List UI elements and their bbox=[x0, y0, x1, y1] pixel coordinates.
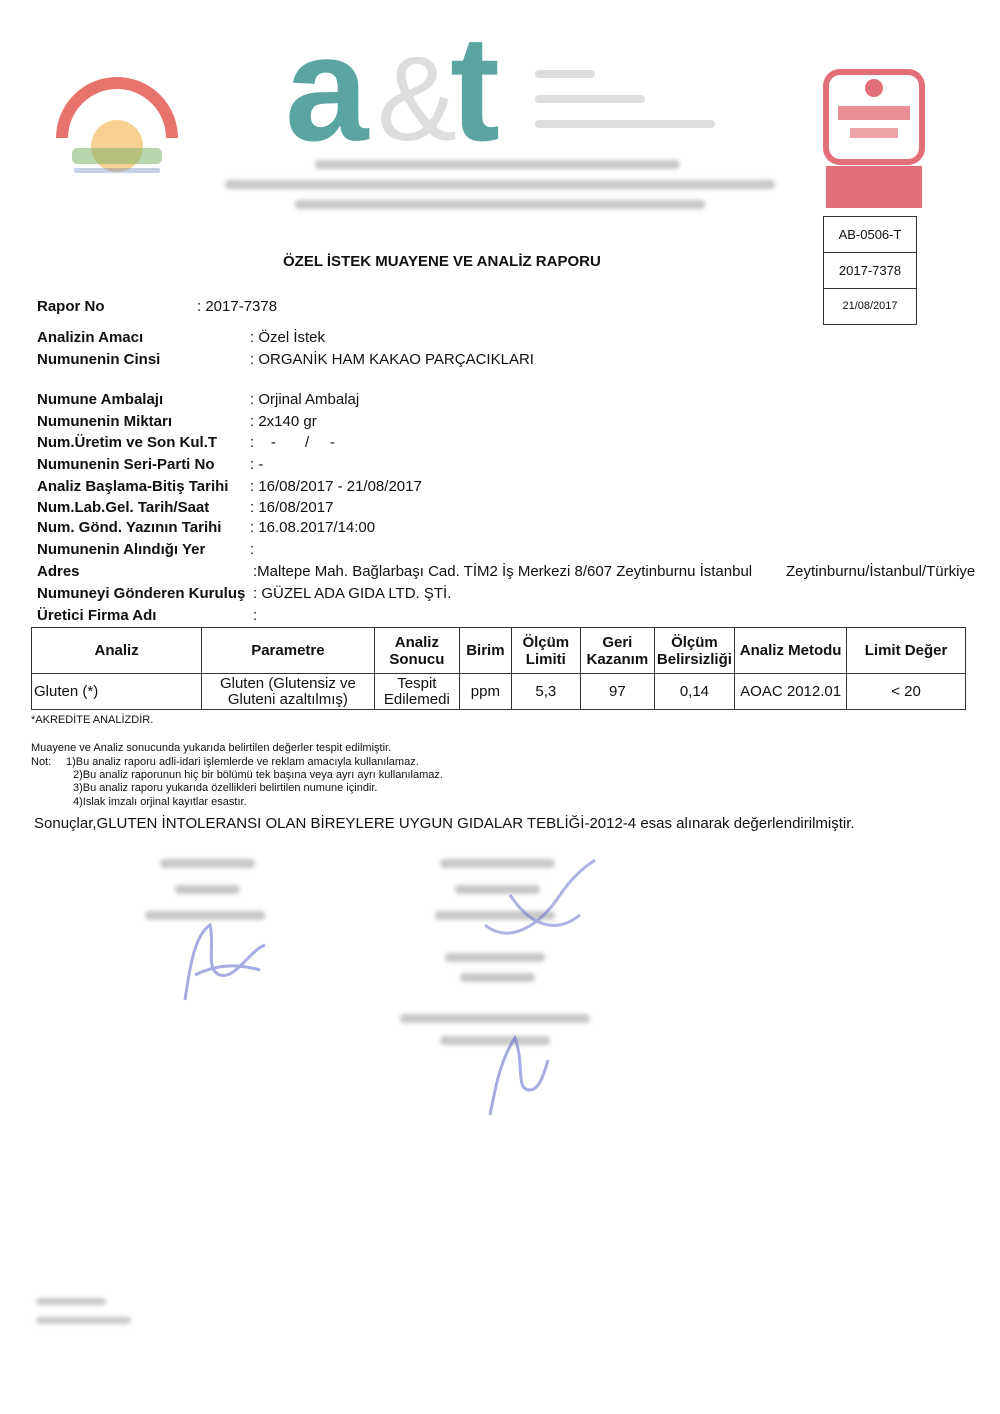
field-value-ambalaj: : Orjinal Ambalaj bbox=[250, 391, 360, 408]
cell-analiz-sonucu: Tespit Edilemedi bbox=[374, 674, 460, 710]
field-value-alindigi-yer: : bbox=[250, 541, 255, 558]
field-label-uretim: Num.Üretim ve Son Kul.T bbox=[37, 434, 218, 451]
accredited-note: *AKREDİTE ANALİZDİR. bbox=[31, 714, 154, 726]
cell-parametre: Gluten (Glutensiz ve Gluteni azaltılmış) bbox=[202, 674, 374, 710]
field-label-seri: Numunenin Seri-Parti No bbox=[37, 456, 215, 473]
field-label-cins: Numunenin Cinsi bbox=[37, 351, 161, 368]
document-code: AB-0506-T bbox=[824, 217, 916, 253]
field-value-uretici: : bbox=[253, 607, 258, 624]
note-item-1: 1)Bu analiz raporu adli-idari işlemlerde ve reklam amacıyla kullanılamaz. bbox=[66, 756, 419, 768]
signature-left-icon bbox=[165, 915, 275, 1010]
analysis-results-table bbox=[31, 627, 966, 710]
header-olcum-belirsizligi: Ölçüm Belirsizliği bbox=[654, 628, 735, 674]
organization-logo-left bbox=[52, 68, 182, 183]
at-logo-amp-glyph: & bbox=[377, 40, 458, 152]
report-title: ÖZEL İSTEK MUAYENE VE ANALİZ RAPORU bbox=[283, 253, 601, 270]
laboratory-address-lines bbox=[225, 158, 775, 214]
report-code-box bbox=[823, 216, 917, 325]
field-value-gond-tarih: : 16.08.2017/14:00 bbox=[250, 519, 376, 536]
report-date-cell: 21/08/2017 bbox=[842, 300, 898, 312]
header-parametre: Parametre bbox=[202, 628, 374, 674]
field-value-cins: : ORGANİK HAM KAKAO PARÇACIKLARI bbox=[250, 351, 534, 368]
header-geri-kazanim: Geri Kazanım bbox=[581, 628, 655, 674]
field-value-adres-city: Zeytinburnu/İstanbul/Türkiye bbox=[786, 563, 976, 580]
notes-intro: Muayene ve Analiz sonucunda yukarıda belirtilen değerler tespit edilmiştir. bbox=[31, 742, 392, 754]
note-item-2: 2)Bu analiz raporunun hiç bir bölümü tek başına veya ayrı ayrı kullanılamaz. bbox=[73, 769, 443, 781]
field-label-uretici: Üretici Firma Adı bbox=[37, 607, 157, 624]
header-olcum-limiti: Ölçüm Limiti bbox=[511, 628, 581, 674]
report-number-cell: 2017-7378 bbox=[824, 253, 916, 289]
field-label-gonderen: Numuneyi Gönderen Kuruluş bbox=[37, 585, 246, 602]
field-value-analiz-tarih: : 16/08/2017 - 21/08/2017 bbox=[250, 478, 422, 495]
signature-center-icon bbox=[470, 855, 600, 955]
cell-analiz-metodu: AOAC 2012.01 bbox=[735, 674, 847, 710]
note-item-4: 4)Islak imzalı orjinal kayıtlar esastır. bbox=[73, 796, 247, 808]
cell-geri-kazanim: 97 bbox=[581, 674, 655, 710]
field-value-amac: : Özel İstek bbox=[250, 329, 326, 346]
at-logo-t-glyph: t bbox=[450, 40, 500, 152]
at-logo-a-glyph: a bbox=[285, 40, 369, 152]
field-label-analiz-tarih: Analiz Başlama-Bitiş Tarihi bbox=[37, 478, 229, 495]
field-value-lab-gel: : 16/08/2017 bbox=[250, 499, 334, 516]
table-row bbox=[32, 674, 966, 710]
at-laboratory-logo bbox=[285, 40, 725, 152]
footer-page-info bbox=[30, 1295, 140, 1335]
conclusion-text: Sonuçlar,GLUTEN İNTOLERANSI OLAN BİREYLERE UYGUN GIDALAR TEBLİĞİ-2012-4 esas alınarak değerlendirilmiştir. bbox=[34, 815, 855, 832]
header-analiz: Analiz bbox=[32, 628, 202, 674]
signature-bottom-icon bbox=[470, 1030, 550, 1120]
field-label-adres: Adres bbox=[37, 563, 80, 580]
field-label-gond-tarih: Num. Gönd. Yazının Tarihi bbox=[37, 519, 222, 536]
header-analiz-metodu: Analiz Metodu bbox=[735, 628, 847, 674]
field-label-amac: Analizin Amacı bbox=[37, 329, 144, 346]
report-number-label: Rapor No bbox=[37, 298, 105, 315]
accreditation-seal-icon bbox=[820, 66, 930, 214]
report-number-value: : 2017-7378 bbox=[197, 298, 278, 315]
field-label-miktar: Numunenin Miktarı bbox=[37, 413, 173, 430]
cell-limit-deger: < 20 bbox=[847, 674, 966, 710]
cell-analiz: Gluten (*) bbox=[32, 674, 202, 710]
table-header-row bbox=[32, 628, 966, 674]
field-value-miktar: : 2x140 gr bbox=[250, 413, 317, 430]
field-label-ambalaj: Numune Ambalajı bbox=[37, 391, 164, 408]
cell-olcum-belirsizligi: 0,14 bbox=[654, 674, 735, 710]
notes-label: Not: bbox=[31, 756, 52, 768]
header-analiz-sonucu: Analiz Sonucu bbox=[374, 628, 460, 674]
field-label-lab-gel: Num.Lab.Gel. Tarih/Saat bbox=[37, 499, 210, 516]
field-value-adres: :Maltepe Mah. Bağlarbaşı Cad. TİM2 İş Merkezi 8/607 Zeytinburnu İstanbul bbox=[253, 563, 753, 580]
field-label-alindigi-yer: Numunenin Alındığı Yer bbox=[37, 541, 206, 558]
field-value-uretim: : - / - bbox=[250, 434, 336, 451]
cell-birim: ppm bbox=[460, 674, 511, 710]
cell-olcum-limiti: 5,3 bbox=[511, 674, 581, 710]
header-limit-deger: Limit Değer bbox=[847, 628, 966, 674]
field-value-gonderen: : GÜZEL ADA GIDA LTD. ŞTİ. bbox=[253, 585, 452, 602]
note-item-3: 3)Bu analiz raporu yukarıda özellikleri belirtilen numune içindir. bbox=[73, 782, 378, 794]
field-value-seri: : - bbox=[250, 456, 264, 473]
header-birim: Birim bbox=[460, 628, 511, 674]
